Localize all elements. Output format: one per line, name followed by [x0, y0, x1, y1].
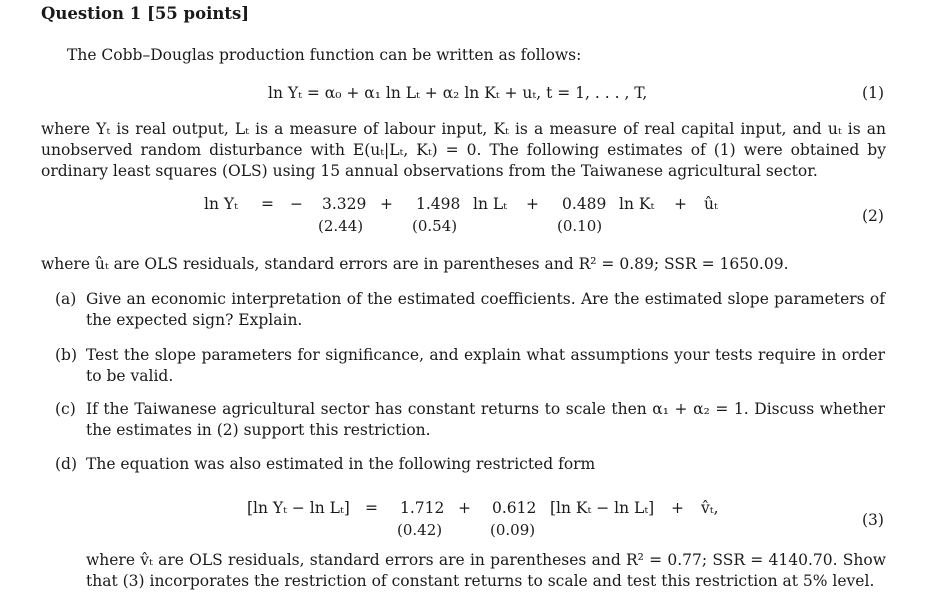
eq2-plus-1: +: [380, 195, 393, 213]
paragraph-residuals: where ûₜ are OLS residuals, standard errors are in parentheses and R² = 0.89; SSR = 1650.09.: [41, 255, 789, 273]
equation-1-expression: ln Yₜ = α₀ + α₁ ln Lₜ + α₂ ln Kₜ + uₜ, t = 1, . . . , T,: [268, 84, 648, 102]
eq2-plus-3: +: [674, 195, 687, 213]
eq2-equals: =: [261, 195, 274, 213]
subquestion-a-text: Give an economic interpretation of the estimated coefficients. Are the estimated slope parameters of the expected sign? Explain.: [86, 290, 885, 329]
eq3-plus-2: +: [671, 499, 684, 517]
subquestion-c: [55, 399, 885, 441]
eq2-se-intercept: (2.44): [318, 217, 364, 235]
subquestion-d-continued: where v̂ₜ are OLS residuals, standard errors are in parentheses and R² = 0.77; SSR = 4140.70. Show that (3) incorporates the restriction of constant returns to scale and test this restriction at 5% level.: [86, 551, 886, 590]
eq2-var-capital: ln Kₜ: [619, 195, 655, 213]
eq2-sign: −: [290, 195, 303, 213]
eq3-equals: =: [365, 499, 378, 517]
eq2-residual: ûₜ: [704, 195, 718, 213]
eq2-se-capital: (0.10): [557, 217, 603, 235]
equation-2: [0, 195, 944, 241]
subquestion-c-text: If the Taiwanese agricultural sector has constant returns to scale then α₁ + α₂ = 1. Discuss whether the estimates in (2) support this restriction.: [86, 400, 885, 439]
eq2-coef-labour: 1.498: [416, 195, 461, 213]
equation-3-number: (3): [862, 511, 884, 529]
question-title: Question 1 [55 points]: [41, 4, 250, 23]
eq3-lhs: [ln Yₜ − ln Lₜ]: [247, 499, 350, 517]
eq2-var-labour: ln Lₜ: [473, 195, 507, 213]
eq2-lhs: ln Yₜ: [204, 195, 238, 213]
eq3-var: [ln Kₜ − ln Lₜ]: [550, 499, 655, 517]
eq3-se-intercept: (0.42): [397, 521, 443, 539]
eq3-residual: v̂ₜ,: [701, 499, 719, 517]
equation-3: [0, 499, 944, 545]
equation-1-number: (1): [862, 84, 884, 102]
eq2-coef-capital: 0.489: [562, 195, 607, 213]
subquestion-b: [55, 345, 885, 387]
eq3-se-coef: (0.09): [490, 521, 536, 539]
eq3-intercept: 1.712: [400, 499, 445, 517]
subquestion-a: [55, 289, 885, 331]
eq2-intercept: 3.329: [322, 195, 367, 213]
eq2-plus-2: +: [526, 195, 539, 213]
subquestion-d-text: The equation was also estimated in the following restricted form: [86, 455, 596, 473]
subquestion-b-label: (b): [55, 346, 78, 364]
eq3-coef: 0.612: [492, 499, 537, 517]
subquestion-b-text: Test the slope parameters for significance, and explain what assumptions your tests require in order to be valid.: [86, 346, 885, 385]
paragraph-definitions: where Yₜ is real output, Lₜ is a measure of labour input, Kₜ is a measure of real capital input, and uₜ is an unobserved random disturbance with E(uₜ|Lₜ, Kₜ) = 0. The following estimates of (1) were obtained by ordinary least squares (OLS) using 15 annual observations from the Taiwanese agricultural sector.: [41, 120, 886, 180]
eq2-se-labour: (0.54): [412, 217, 458, 235]
subquestion-a-label: (a): [55, 290, 77, 308]
subquestion-d: [55, 454, 885, 475]
intro-text: The Cobb–Douglas production function can be written as follows:: [67, 46, 582, 64]
subquestion-c-label: (c): [55, 400, 76, 418]
equation-2-number: (2): [862, 207, 884, 225]
eq3-plus-1: +: [458, 499, 471, 517]
subquestion-d-label: (d): [55, 455, 78, 473]
